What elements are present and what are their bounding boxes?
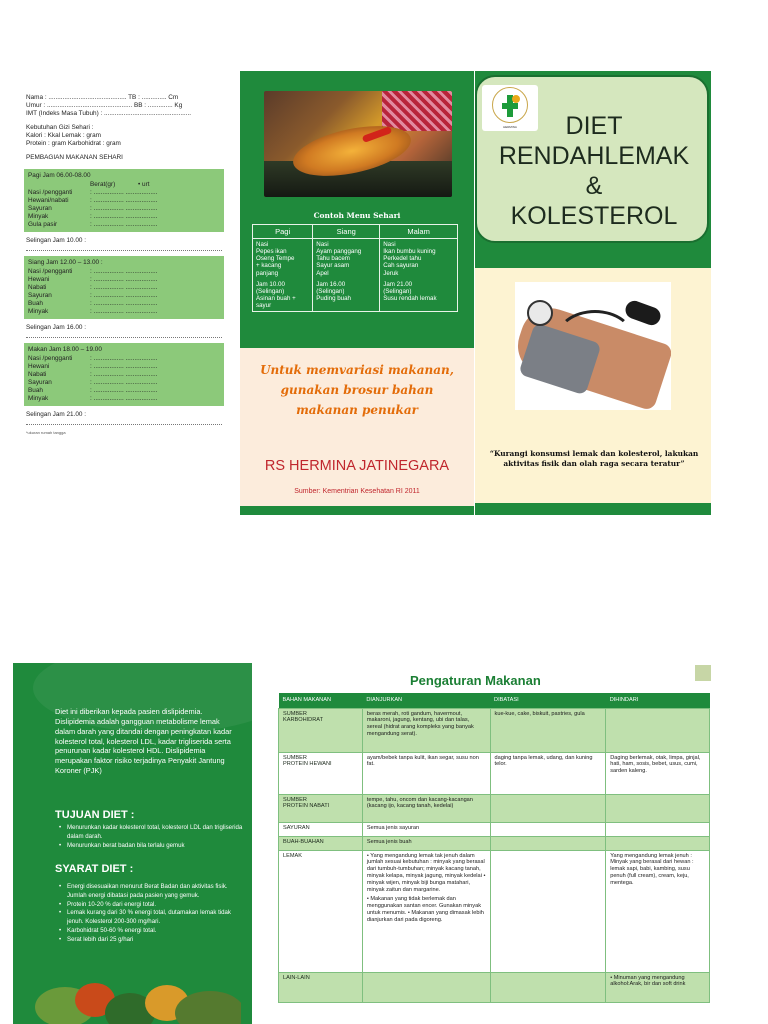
cover-title: DIET RENDAHLEMAK & KOLESTEROL xyxy=(498,112,690,230)
meal-header: Makan Jam 18.00 – 19.00 xyxy=(28,346,102,353)
logo-caption: HERMINA xyxy=(503,125,517,129)
food-dibatasi xyxy=(490,822,606,836)
menu-cell: Nasi Pepes ikan Oseng Tempe + kacang panjang xyxy=(253,239,313,279)
food-guide-table xyxy=(278,693,710,1003)
menu-cell: Nasi Ayam panggang Tahu bacem Sayur asam Apel xyxy=(313,239,380,279)
hospital-name: RS HERMINA JATINEGARA xyxy=(264,458,450,474)
food-dibatasi xyxy=(490,850,606,972)
meal-fill-field[interactable]: : ................. .................. xyxy=(90,371,158,378)
menu-cell: Nasi Ikan bumbu kuning Perkedel tahu Cah sayuran Jeruk xyxy=(380,239,458,279)
meal-item: Nasi /pengganti : ................. .................. xyxy=(28,189,220,197)
tujuan-item: • Menurunkan berat badan bila terlalu gemuk xyxy=(59,842,245,851)
menu-title: Contoh Menu Sehari xyxy=(313,211,401,220)
meal-fill-field[interactable]: : ................. .................. xyxy=(90,276,158,283)
food-dihindari xyxy=(606,708,710,752)
syarat-item: • Karbohidrat 50-60 % energi total. xyxy=(59,927,245,936)
syarat-title: SYARAT DIET : xyxy=(55,863,134,875)
cover-bottom xyxy=(475,268,711,503)
meal-fill-field[interactable]: : ................. .................. xyxy=(90,292,158,299)
form-field-line: Nama : ............................................ TB : .............. Cm xyxy=(26,94,179,101)
vegetables-photo xyxy=(35,983,241,1024)
meal-item: Sayuran : ................. .................. xyxy=(28,205,220,213)
food-dibatasi xyxy=(490,972,606,1002)
food-category: SUMBER KARBOHIDRAT xyxy=(279,708,363,752)
selingan-field[interactable] xyxy=(26,419,222,425)
meal-item: Buah : ................. .................. xyxy=(28,300,220,308)
menu-panel xyxy=(240,71,474,515)
food-dibatasi xyxy=(490,794,606,822)
meal-item: Gula pasir : ................. .................. xyxy=(28,221,220,229)
food-row xyxy=(279,836,710,850)
food-row xyxy=(279,850,710,972)
form-gizi-line: Protein : gram Karbohidrat : gram xyxy=(26,140,121,147)
meal-fill-field[interactable]: : ................. .................. xyxy=(90,189,158,196)
diet-form xyxy=(26,94,222,435)
menu-col-siang: Siang xyxy=(313,225,380,239)
variasi-text: Untuk memvariasi makanan, gunakan brosur bahan makanan penukar xyxy=(260,363,454,417)
selingan-field[interactable] xyxy=(26,245,222,251)
meal-item: Nabati : ................. .................. xyxy=(28,284,220,292)
food-category: LEMAK xyxy=(279,850,363,972)
meal-fill-field[interactable]: : ................. .................. xyxy=(90,363,158,370)
meal-item: Hewani : ................. .................. xyxy=(28,363,220,371)
food-category: SAYURAN xyxy=(279,822,363,836)
meal-item: Minyak : ................. .................. xyxy=(28,213,220,221)
menu-table xyxy=(252,224,458,312)
menu-cell: Jam 21.00 (Selingan) Susu rendah lemak xyxy=(380,279,458,312)
food-dihindari: Daging berlemak, otak, limpa, ginjal, hati, ham, sosis, bebet, usus, cumi, sarden kaleng. xyxy=(606,752,710,794)
menu-col-malam: Malam xyxy=(380,225,458,239)
food-dihindari xyxy=(606,794,710,822)
meal-fill-field[interactable]: : ................. .................. xyxy=(90,308,158,315)
intro-paragraph: Diet ini diberikan kepada pasien dislipidemia. Dislipidemia adalah gangguan metabolisme lemak dalam darah yang ditandai dengan peningkatan kadar kolesterol total, kolesterol LDL, kadar trigliserida serta penurunan kadar kolesterol HDL. Dislipidemia merupakan faktor risiko terjadinya Penyakit Jantung Koroner (PJK) xyxy=(55,707,232,776)
meal-fill-field[interactable]: : ................. .................. xyxy=(90,221,158,228)
source-text: Sumber: Kementrian Kesehatan RI 2011 xyxy=(294,488,420,495)
food-dibatasi: kue-kue, cake, biskuit, pastries, gula xyxy=(490,708,606,752)
food-dianjurkan: beras merah, roti gandum, havermout, makaroni, jagung, kentang, ubi dan talas, sereal (hidrat arang kompleks yang banyak mengandung serat). xyxy=(362,708,490,752)
meal-fill-field[interactable]: : ................. .................. xyxy=(90,379,158,386)
food-dianjurkan: • Yang mengandung lemak tak jenuh dalam jumlah sesuai kebutuhan : minyak yang berasal dari tumbuh-tumbuhan; minyak kacang tanah, minyak kelapa, minyak jagung, minyak kedelai • minyak wijen, minyak biji bunga matahari, minyak zaitun dan margarine. • Makanan yang tidak berlemak dan menggunakan santan encer. Gunakan minyak untuk menumis. • Makanan yang dimasak lebih dianjurkan dari pada digoreng. xyxy=(362,850,490,972)
selingan-label: Selingan Jam 16.00 : xyxy=(26,324,87,331)
form-field-line: Umur : ................................................ BB : .............. Kg xyxy=(26,102,183,109)
syarat-item: • Protein 10-20 % dari energi total. xyxy=(59,901,245,910)
form-section-title: PEMBAGIAN MAKANAN SEHARI xyxy=(26,154,123,161)
meal-block-malam xyxy=(24,343,224,406)
meal-fill-field[interactable]: : ................. .................. xyxy=(90,300,158,307)
food-dianjurkan: Semua jenis buah xyxy=(362,836,490,850)
food-dihindari xyxy=(606,836,710,850)
menu-col-pagi: Pagi xyxy=(253,225,313,239)
meal-item: Hewani/nabati : ................. .................. xyxy=(28,197,220,205)
meal-item: Nasi /pengganti : ................. .................. xyxy=(28,268,220,276)
syarat-item: • Energi disesuaikan menurut Berat Badan dan aktivitas fisik. Jumlah energi dibatasi pada pasien yang gemuk. xyxy=(59,883,245,901)
meal-item: Sayuran : ................. .................. xyxy=(28,292,220,300)
blood-pressure-photo xyxy=(515,282,671,410)
meal-item: Buah : ................. .................. xyxy=(28,387,220,395)
food-category: BUAH-BUAHAN xyxy=(279,836,363,850)
col-berat: Berat(gr) xyxy=(90,181,116,188)
food-dihindari xyxy=(606,822,710,836)
cover-quote: “Kurangi konsumsi lemak dan kolesterol, lakukan aktivitas fisik dan olah raga secara teratur” xyxy=(489,449,699,468)
food-row xyxy=(279,794,710,822)
cover-panel xyxy=(475,71,711,515)
meal-block-siang xyxy=(24,256,224,319)
meal-header: Pagi Jam 06.00-08.00 xyxy=(28,172,91,179)
tujuan-list xyxy=(59,824,245,850)
food-row xyxy=(279,972,710,1002)
meal-fill-field[interactable]: : ................. .................. xyxy=(90,387,158,394)
syarat-list xyxy=(59,883,245,945)
food-dibatasi xyxy=(490,836,606,850)
menu-cell: Jam 16.00 (Selingan) Puding buah xyxy=(313,279,380,312)
meal-fill-field[interactable]: : ................. .................. xyxy=(90,395,158,402)
pengaturan-title: Pengaturan Makanan xyxy=(410,673,541,688)
form-gizi-line: Kalori : Kkal Lemak : gram xyxy=(26,132,101,139)
syarat-item: • Serat lebih dari 25 g/hari xyxy=(59,936,245,945)
food-dianjurkan: tempe, tahu, oncom dan kacang-kacangan (kacang ijo, kacang tanah, kedelai) xyxy=(362,794,490,822)
col-dibatasi: DIBATASI xyxy=(490,693,606,708)
meal-item: Nabati : ................. .................. xyxy=(28,371,220,379)
food-row xyxy=(279,708,710,752)
variasi-box xyxy=(240,348,474,506)
meal-block-pagi xyxy=(24,169,224,232)
selingan-label: Selingan Jam 21.00 : xyxy=(26,411,87,418)
food-category: SUMBER PROTEIN HEWANI xyxy=(279,752,363,794)
col-urt: • urt xyxy=(138,181,150,188)
food-dihindari: • Minuman yang mengandung alkohol:Arak, bir dan soft drink xyxy=(606,972,710,1002)
col-dianjurkan: DIANJURKAN xyxy=(362,693,490,708)
title-box xyxy=(475,75,709,243)
meal-item: Minyak : ................. .................. xyxy=(28,308,220,316)
food-dihindari: Yang mengandung lemak jenuh : Minyak yang berasal dari hewan : lemak sapi, babi, kambing, susu penuh (full cream), cream, keju, mentega. xyxy=(606,850,710,972)
tujuan-item: • Menurunkan kadar kolesterol total, kolesterol LDL dan trigliserida dalam darah. xyxy=(59,824,245,842)
pepes-ikan-photo xyxy=(264,91,452,197)
food-row xyxy=(279,822,710,836)
meal-fill-field[interactable]: : ................. .................. xyxy=(90,205,158,212)
food-dianjurkan: ayam/bebek tanpa kulit, ikan segar, susu non fat. xyxy=(362,752,490,794)
meal-fill-field[interactable]: : ................. .................. xyxy=(90,284,158,291)
selingan-field[interactable] xyxy=(26,332,222,338)
meal-fill-field[interactable]: : ................. .................. xyxy=(90,355,158,362)
menu-cell: Jam 10.00 (Selingan) Asinan buah + sayur xyxy=(253,279,313,312)
menu-row xyxy=(253,239,458,279)
food-row xyxy=(279,752,710,794)
form-gizi-line: Kebutuhan Gizi Sehari : xyxy=(26,124,94,131)
food-category: LAIN-LAIN xyxy=(279,972,363,1002)
meal-item: Nasi /pengganti : ................. .................. xyxy=(28,355,220,363)
meal-fill-field[interactable]: : ................. .................. xyxy=(90,268,158,275)
meal-fill-field[interactable]: : ................. .................. xyxy=(90,197,158,204)
meal-item: Minyak : ................. .................. xyxy=(28,395,220,403)
selingan-label: Selingan Jam 10.00 : xyxy=(26,237,87,244)
food-dianjurkan: Semua jenis sayuran xyxy=(362,822,490,836)
col-dihindari: DIHINDARI xyxy=(606,693,710,708)
meal-item: Hewani : ................. .................. xyxy=(28,276,220,284)
intro-panel xyxy=(13,663,252,1024)
menu-row xyxy=(253,279,458,312)
food-dianjurkan xyxy=(362,972,490,1002)
col-bahan: BAHAN MAKANAN xyxy=(279,693,363,708)
tujuan-title: TUJUAN DIET : xyxy=(55,809,135,821)
footnote: *ukuran rumah tangga xyxy=(26,430,66,435)
meal-item: Sayuran : ................. .................. xyxy=(28,379,220,387)
food-dibatasi: daging tanpa lemak, udang, dan kuning telor. xyxy=(490,752,606,794)
form-field-line: IMT (Indeks Masa Tubuh) : ................................................. xyxy=(26,110,192,117)
syarat-item: • Lemak kurang dari 30 % energi total, dutamakan lemak tidak jenuh. Kolesterol 200-300 mg/hari. xyxy=(59,909,245,927)
food-category: SUMBER PROTEIN NABATI xyxy=(279,794,363,822)
meal-header: Siang Jam 12.00 – 13.00 : xyxy=(28,259,103,266)
meal-fill-field[interactable]: : ................. .................. xyxy=(90,213,158,220)
